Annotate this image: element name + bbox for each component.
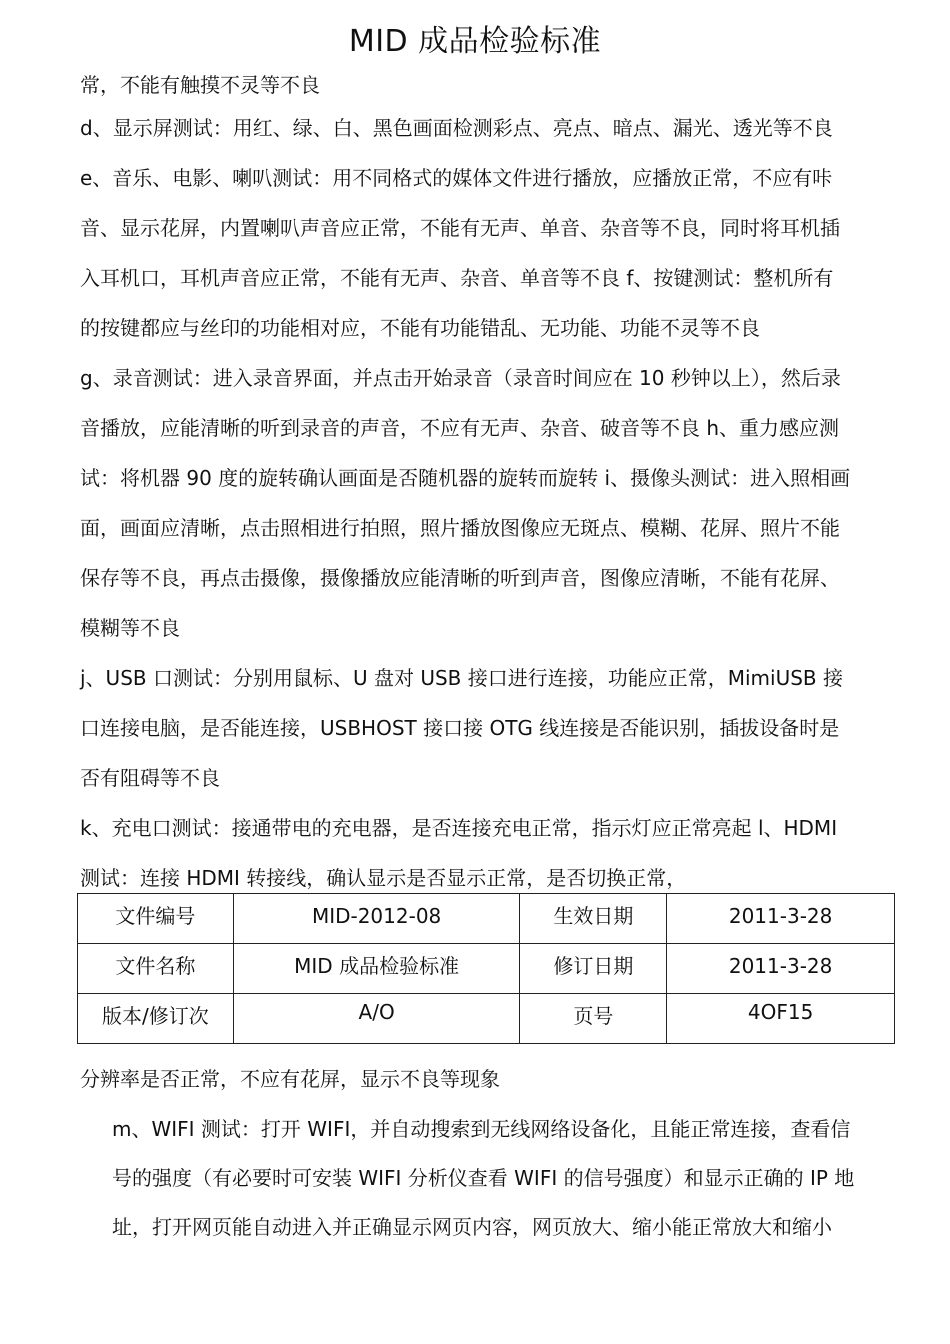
value-revision-date: 2011-3-28: [667, 944, 895, 994]
body-line: 口连接电脑，是否能连接，USBHOST 接口接 OTG 线连接是否能识别，插拔设备时是: [80, 716, 840, 740]
body-line: 的按键都应与丝印的功能相对应，不能有功能错乱、无功能、功能不灵等不良: [80, 316, 760, 340]
body-line: m、WIFI 测试：打开 WIFI，并自动搜索到无线网络设备化，且能正常连接，查看信: [112, 1117, 851, 1141]
value-file-name: MID 成品检验标准: [233, 944, 520, 994]
label-revision-date: 修订日期: [520, 944, 667, 994]
body-line: 模糊等不良: [80, 616, 180, 640]
label-effective-date: 生效日期: [520, 894, 667, 944]
body-line: 音播放，应能清晰的听到录音的声音，不应有无声、杂音、破音等不良 h、重力感应测: [80, 416, 840, 440]
body-line: g、录音测试：进入录音界面，并点击开始录音（录音时间应在 10 秒钟以上），然后录: [80, 366, 841, 390]
body-line: 面，画面应清晰，点击照相进行拍照，照片播放图像应无斑点、模糊、花屏、照片不能: [80, 516, 840, 540]
body-line: 号的强度（有必要时可安装 WIFI 分析仪查看 WIFI 的信号强度）和显示正确的 IP 地: [112, 1166, 855, 1190]
label-file-number: 文件编号: [78, 894, 234, 944]
table-row: [78, 994, 895, 1044]
label-page-number: 页号: [520, 994, 667, 1044]
body-line: j、USB 口测试：分别用鼠标、U 盘对 USB 接口进行连接，功能应正常，MimiUSB 接: [80, 666, 843, 690]
label-version: 版本/修订次: [78, 994, 234, 1044]
value-effective-date: 2011-3-28: [667, 894, 895, 944]
value-file-number: MID-2012-08: [233, 894, 520, 944]
label-file-name: 文件名称: [78, 944, 234, 994]
document-title: MID 成品检验标准: [348, 24, 602, 59]
value-version: A/O: [233, 994, 520, 1044]
body-line: e、音乐、电影、喇叭测试：用不同格式的媒体文件进行播放，应播放正常，不应有咔: [80, 166, 833, 190]
value-page-number: 4OF15: [667, 994, 895, 1044]
body-line: 音、显示花屏，内置喇叭声音应正常，不能有无声、单音、杂音等不良，同时将耳机插: [80, 216, 840, 240]
body-line: 保存等不良，再点击摄像，摄像播放应能清晰的听到声音，图像应清晰，不能有花屏、: [80, 566, 840, 590]
body-line: 入耳机口，耳机声音应正常，不能有无声、杂音、单音等不良 f、按键测试：整机所有: [80, 266, 834, 290]
body-line: 否有阻碍等不良: [80, 766, 220, 790]
body-line: 常，不能有触摸不灵等不良: [80, 73, 320, 97]
body-line: 测试：连接 HDMI 转接线，确认显示是否显示正常，是否切换正常，: [80, 866, 687, 890]
body-line: 分辨率是否正常，不应有花屏，显示不良等现象: [80, 1067, 500, 1091]
table-row: [78, 894, 895, 944]
body-line: d、显示屏测试：用红、绿、白、黑色画面检测彩点、亮点、暗点、漏光、透光等不良: [80, 116, 833, 140]
table-row: [78, 944, 895, 994]
body-line: 址，打开网页能自动进入并正确显示网页内容，网页放大、缩小能正常放大和缩小: [112, 1215, 832, 1239]
body-line: 试：将机器 90 度的旋转确认画面是否随机器的旋转而旋转 i、摄像头测试：进入照相画: [80, 466, 851, 490]
document-info-table: [77, 893, 895, 1044]
body-line: k、充电口测试：接通带电的充电器，是否连接充电正常，指示灯应正常亮起 l、HDMI: [80, 816, 838, 840]
